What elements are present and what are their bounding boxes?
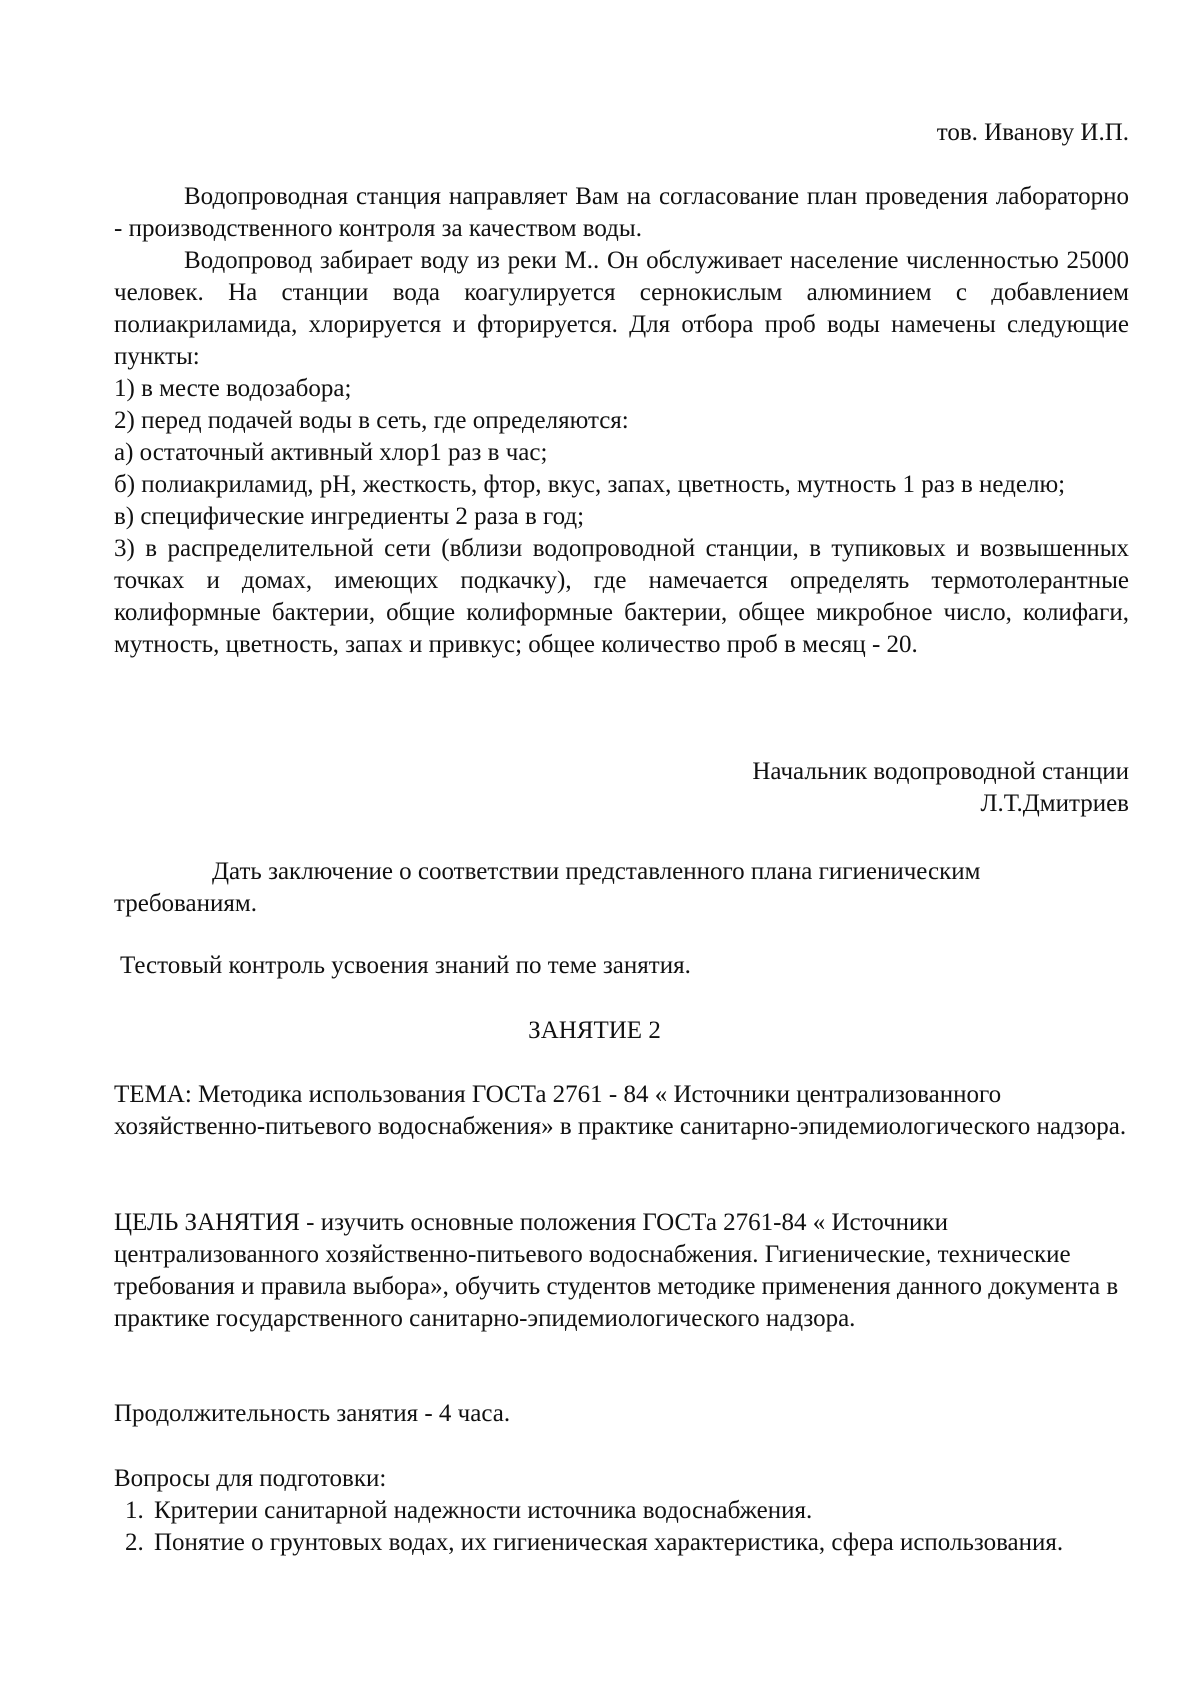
signer-title: Начальник водопроводной станции [752,758,1129,785]
signature-block [114,756,1129,820]
signer-name: Л.Т.Дмитриев [980,790,1129,817]
sampling-point-2a: а) остаточный активный хлор1 раз в час; [114,439,548,466]
task-paragraph [114,856,1074,920]
questions-section [114,1463,1129,1559]
sampling-point-2: 2) перед подачей воды в сеть, где определяются: [114,407,629,434]
sampling-point-2c: в) специфические ингредиенты 2 раза в год; [114,503,585,530]
addressee: тов. Иванову И.П. [936,119,1129,146]
sampling-point-3: 3) в распределительной сети (вблизи водопроводной станции, в тупиковых и возвышенных точках и домах, имеющих подкачку), где намечается определять термотолерантные колиформные бактерии, общие колиформные бактерии, общее микробное число, колифаги, мутность, цветность, запах и привкус; общее количество проб в месяц - 20. [114,535,1129,658]
lesson-heading: ЗАНЯТИЕ 2 [528,1017,661,1044]
test-control: Тестовый контроль усвоения знаний по теме занятия. [120,952,691,979]
task-text: Дать заключение о соответствии представленного плана гигиеническим требованиям. [114,858,981,917]
question-item: 1. Критерии санитарной надежности источника водоснабжения. [150,1495,1129,1527]
letter-body [114,181,1129,661]
sampling-point-1: 1) в месте водозабора; [114,375,352,402]
description-paragraph: Водопровод забирает воду из реки М.. Он обслуживает население численностью 25000 человек. На станции вода коагулируется сернокислым алюминием с добавлением полиакриламида, хлорируется и фторируется. Для отбора проб воды намечены следующие пункты: [114,247,1129,370]
lesson-topic: ТЕМА: Методика использования ГОСТа 2761 - 84 « Источники централизованного хозяйственно-питьевого водоснабжения» в практике санитарно-эпидемиологического надзора. [114,1081,1127,1140]
intro-paragraph: Водопроводная станция направляет Вам на согласование план проведения лабораторно - производственного контроля за качеством воды. [114,183,1129,242]
lesson-goal: ЦЕЛЬ ЗАНЯТИЯ - изучить основные положения ГОСТа 2761-84 « Источники централизованного хозяйственно-питьевого водоснабжения. Гигиенические, технические требования и правила выбора», обучить студентов методике применения данного документа в практике государственного санитарно-эпидемиологического надзора. [114,1209,1119,1332]
questions-heading: Вопросы для подготовки: [114,1465,387,1492]
questions-list [114,1495,1129,1559]
sampling-point-2b: б) полиакриламид, рН, жесткость, фтор, вкус, запах, цветность, мутность 1 раз в неделю; [114,471,1066,498]
question-item: 2. Понятие о грунтовых водах, их гигиеническая характеристика, сфера использования. [150,1527,1129,1559]
lesson-duration: Продолжительность занятия - 4 часа. [114,1400,511,1427]
